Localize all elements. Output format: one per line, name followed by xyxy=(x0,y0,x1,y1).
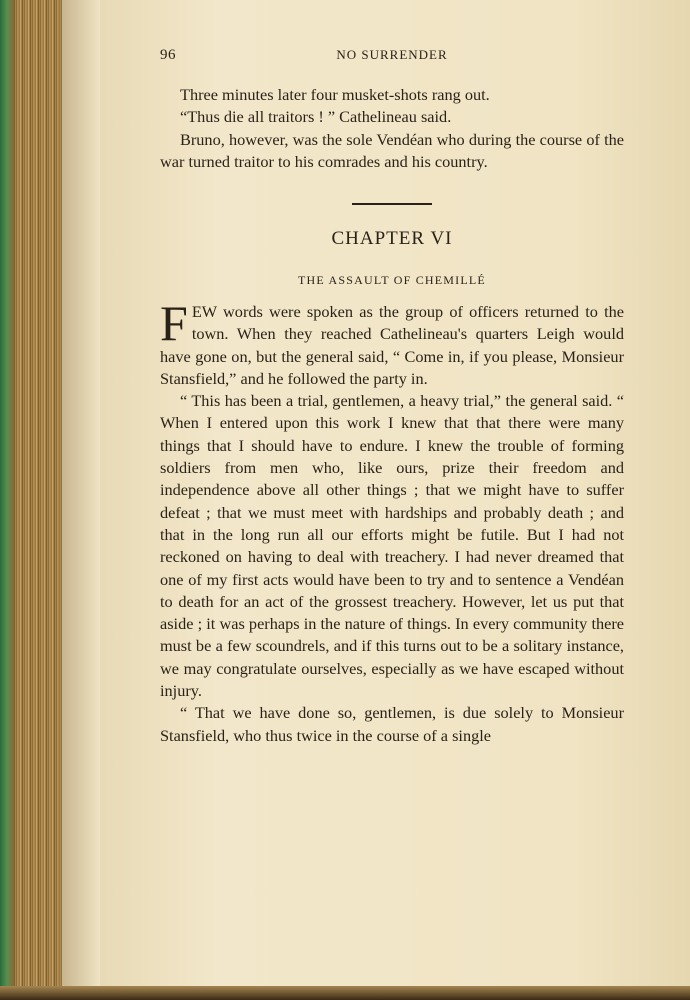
opening-paragraph xyxy=(160,295,624,390)
paragraph: Bruno, however, was the sole Vendéan who during the course of the war turned traitor to his comrades and his country. xyxy=(160,129,624,171)
paragraph: “ This has been a trial, gentlemen, a heavy trial,” the general said. “ When I entered upon this work I knew that that there were many things that I should have to endure. I knew the trouble of forming soldiers from men who, like ours, prize their freedom and independence above all other things ; that we might have to suffer defeat ; that we must meet with hardships and probably death ; and that in the long run all our efforts might be futile. But I had not reckoned on having to deal with treachery. I had never dreamed that one of my first acts would have been to try and to sentence a Vendéan to death for an act of the grossest treachery. However, let us put that aside ; it was perhaps in the nature of things. In every community there must be a few scoundrels, and if this turns out to be a solitary instance, we may congratulate ourselves, especially as we have escaped without injury. xyxy=(160,391,624,701)
paragraph: Three minutes later four musket-shots rang out. xyxy=(180,85,490,104)
chapter-title: CHAPTER VI xyxy=(331,228,453,249)
chapter-subtitle: THE ASSAULT OF CHEMILLÉ xyxy=(298,273,486,287)
page-number: 96 xyxy=(160,47,176,63)
running-head: NO SURRENDER xyxy=(336,47,448,62)
paragraph: “ That we have done so, gentlemen, is due solely to Monsieur Stansfield, who thus twice in the course of a single xyxy=(160,703,624,745)
previous-chapter-ending xyxy=(160,84,624,173)
opening-paragraph-text: EW words were spoken as the group of officers returned to the town. When they reached Cathelineau's quarters Leigh would have gone on, but the general said, “ Come in, if you please, Monsieur Stansfield,” and he followed the party in. xyxy=(160,302,624,388)
page-header xyxy=(160,47,624,67)
drop-cap: F xyxy=(160,295,188,351)
section-divider-rule xyxy=(352,203,432,205)
book-page-edges xyxy=(0,0,62,1000)
page-gutter-shadow xyxy=(60,0,100,1000)
book-bottom-edge xyxy=(0,986,690,1000)
chapter-body xyxy=(160,295,624,747)
paragraph: “Thus die all traitors ! ” Cathelineau said. xyxy=(180,107,452,127)
